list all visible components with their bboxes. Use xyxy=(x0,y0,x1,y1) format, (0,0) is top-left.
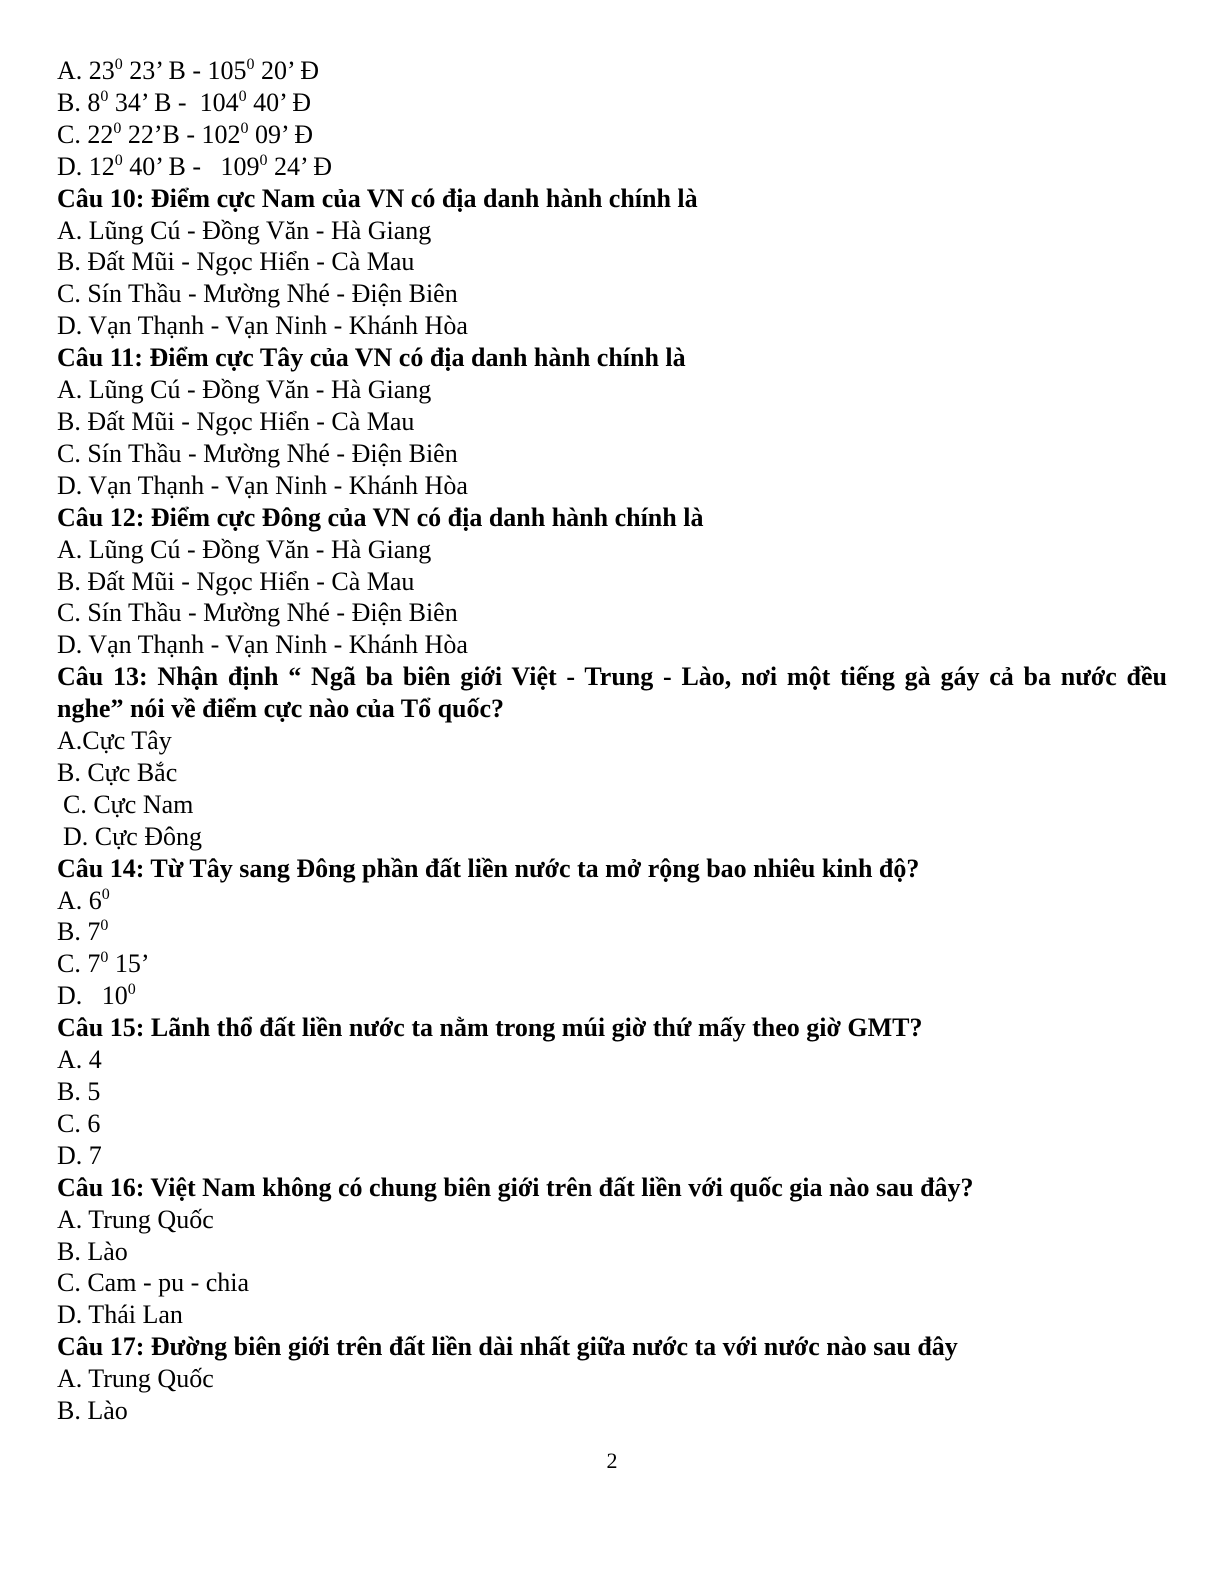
question-17: Câu 17: Đường biên giới trên đất liền dài nhất giữa nước ta với nước nào sau đây xyxy=(57,1332,958,1362)
question-11: Câu 11: Điểm cực Tây của VN có địa danh hành chính là xyxy=(57,343,686,373)
q11-option-d: D. Vạn Thạnh - Vạn Ninh - Khánh Hòa xyxy=(57,470,468,500)
q17-option-b: B. Lào xyxy=(57,1396,128,1426)
q11-option-b: B. Đất Mũi - Ngọc Hiển - Cà Mau xyxy=(57,406,415,436)
q15-option-b: B. 5 xyxy=(57,1077,101,1106)
q14-option-c: C. $7^0$ 15’ xyxy=(57,949,150,979)
q15-option-a: A. 4 xyxy=(57,1045,102,1075)
q12-option-a: A. Lũng Cú - Đồng Văn - Hà Giang xyxy=(57,534,432,564)
q10-option-c: C. Sín Thầu - Mường Nhé - Điện Biên xyxy=(57,279,458,309)
q11-option-a: A. Lũng Cú - Đồng Văn - Hà Giang xyxy=(57,375,432,405)
q11-option-c: C. Sín Thầu - Mường Nhé - Điện Biên xyxy=(57,438,458,468)
question-14: Câu 14: Từ Tây sang Đông phần đất liền nước ta mở rộng bao nhiêu kinh độ? xyxy=(57,853,920,883)
q13-option-a: A.Cực Tây xyxy=(57,726,172,756)
question-12: Câu 12: Điểm cực Đông của VN có địa danh hành chính là xyxy=(57,502,704,532)
q14-option-d: D. $10^0$ xyxy=(57,981,136,1011)
q13-option-b: B. Cực Bắc xyxy=(57,757,178,787)
q10-option-b: B. Đất Mũi - Ngọc Hiển - Cà Mau xyxy=(57,247,415,277)
q17-option-a: A. Trung Quốc xyxy=(57,1364,214,1394)
q9-option-d: D. $12^0$ 40’ B - $109^0$ 24’ Đ xyxy=(57,151,333,181)
q14-option-b: B. $7^0$ xyxy=(57,917,109,947)
q16-option-a: A. Trung Quốc xyxy=(57,1204,214,1234)
question-10: Câu 10: Điểm cực Nam của VN có địa danh hành chính là xyxy=(57,183,698,213)
q13-option-c: C. Cực Nam xyxy=(63,789,194,819)
document-page xyxy=(57,55,1167,1427)
q10-option-d: D. Vạn Thạnh - Vạn Ninh - Khánh Hòa xyxy=(57,311,468,341)
q10-option-a: A. Lũng Cú - Đồng Văn - Hà Giang xyxy=(57,215,432,245)
question-15: Câu 15: Lãnh thổ đất liền nước ta nằm trong múi giờ thứ mấy theo giờ GMT? xyxy=(57,1013,923,1043)
q12-option-c: C. Sín Thầu - Mường Nhé - Điện Biên xyxy=(57,598,458,628)
question-13: Câu 13: Nhận định “ Ngã ba biên giới Việt - Trung - Lào, nơi một tiếng gà gáy cả ba nước đều nghe” nói về điểm cực nào của Tổ quốc? xyxy=(57,662,1167,724)
q16-option-d: D. Thái Lan xyxy=(57,1300,183,1330)
q15-option-d: D. 7 xyxy=(57,1140,102,1170)
q12-option-b: B. Đất Mũi - Ngọc Hiển - Cà Mau xyxy=(57,566,415,596)
q15-option-c: C. 6 xyxy=(57,1108,101,1138)
q9-option-a: A. $23^0$ 23’ B - $105^0$ 20’ Đ xyxy=(57,56,320,85)
q13-option-d: D. Cực Đông xyxy=(63,821,203,851)
q16-option-b: B. Lào xyxy=(57,1236,128,1266)
q12-option-d: D. Vạn Thạnh - Vạn Ninh - Khánh Hòa xyxy=(57,630,468,660)
q9-option-b: B. $8^0$ 34’ B - $104^0$ 40’ Đ xyxy=(57,87,312,117)
q16-option-c: C. Cam - pu - chia xyxy=(57,1268,250,1298)
page-number: 2 xyxy=(606,1448,618,1473)
q14-option-a: A. $6^0$ xyxy=(57,885,110,915)
question-16: Câu 16: Việt Nam không có chung biên giới trên đất liền với quốc gia nào sau đây? xyxy=(57,1172,974,1202)
q9-option-c: C. $22^0$ 22’B - $102^0$ 09’ Đ xyxy=(57,119,314,149)
